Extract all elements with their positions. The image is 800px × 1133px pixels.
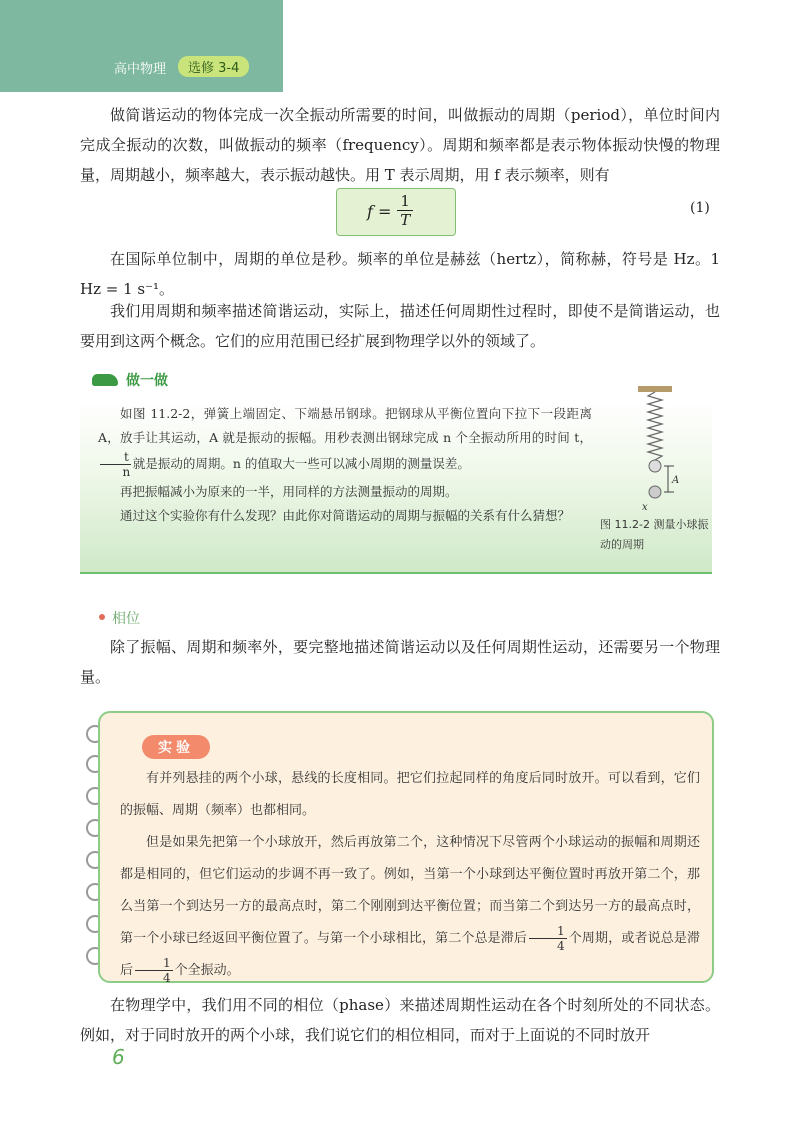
activity-line-1b: 就是振动的周期。n 的值取大一些可以减小周期的测量误差。 bbox=[132, 456, 470, 471]
experiment-box bbox=[98, 711, 714, 983]
formula-fraction bbox=[397, 193, 413, 229]
paragraph-phase-intro: 除了振幅、周期和频率外，要完整地描述简谐运动以及任何周期性运动，还需要另一个物理量。 bbox=[80, 638, 720, 686]
frac2-num: 1 bbox=[135, 956, 173, 971]
ball-displaced bbox=[649, 486, 661, 498]
experiment-badge: 实验 bbox=[142, 735, 210, 759]
paragraph-phase-definition: 在物理学中，我们用不同的相位（phase）来描述周期性运动在各个时刻所处的不同状态。例如，对于同时放开的两个小球，我们说它们的相位相同，而对于上面说的不同时放开 bbox=[80, 996, 720, 1044]
experiment-text-2c: 个全振动。 bbox=[174, 963, 240, 978]
book-title: 高中物理 bbox=[114, 62, 167, 77]
activity-title bbox=[92, 370, 168, 390]
experiment-text-2b: 个周期，或者说总是滞后 bbox=[120, 931, 700, 978]
frac1-den: 4 bbox=[557, 939, 565, 953]
frac2-den: 4 bbox=[163, 971, 171, 985]
paragraph-period-frequency: 做简谐运动的物体完成一次全振动所需要的时间，叫做振动的周期（period），单位时间内完成全振动的次数，叫做振动的频率（frequency）。周期和频率都是表示物体振动快慢的物理量，周期越小，频率越大，表示振动越快。用 T 表示周期，用 f 表示频率，则有 bbox=[80, 106, 720, 184]
formula bbox=[367, 193, 413, 229]
shoe-icon bbox=[92, 374, 118, 386]
activity-fraction bbox=[100, 450, 131, 479]
experiment-text-2: 但是如果先把第一个小球放开，然后再放第二个，这种情况下尽管两个小球运动的振幅和周期还都是相同的，但它们运动的步调不再一致了。例如，当第一个小球到达平衡位置时再放开第二个，那么当第一个到达另一方的最高点时，第二个刚刚到达平衡位置；而当第二个到达另一方的最高点时，第一个小球已经返回平衡位置了。与第一个小球相比，第二个总是滞后 bbox=[120, 835, 700, 946]
figure-caption: 图 11.2-2 测量小球振动的周期 bbox=[600, 518, 709, 551]
equation-number: (1) bbox=[690, 200, 710, 216]
bullet-dot bbox=[99, 614, 105, 620]
activity-frac-num: t bbox=[100, 450, 131, 465]
formula-box bbox=[336, 188, 456, 236]
activity-line-1: 如图 11.2-2，弹簧上端固定、下端悬吊钢球。把钢球从平衡位置向下拉下一段距离 A，放手让其运动，A 就是振动的振幅。用秒表测出钢球完成 n 个全振动所用的时间 t， bbox=[98, 406, 592, 445]
spring-coil bbox=[648, 392, 662, 460]
spring-mount bbox=[638, 386, 672, 392]
paragraph-units: 在国际单位制中，周期的单位是秒。频率的单位是赫兹（hertz），简称赫，符号是 Hz。1 Hz = 1 s⁻¹。 bbox=[80, 250, 720, 298]
paragraph-usage: 我们用周期和频率描述简谐运动，实际上，描述任何周期性过程时，即使不是简谐运动，也要用到这两个概念。它们的应用范围已经扩展到物理学以外的领域了。 bbox=[80, 302, 720, 350]
activity-frac-den: n bbox=[122, 465, 131, 479]
activity-box bbox=[80, 360, 712, 574]
page-number: 6 bbox=[112, 1045, 125, 1069]
experiment-paragraph-2 bbox=[120, 827, 700, 987]
axis-label-x: x bbox=[642, 502, 648, 513]
formula-denominator: T bbox=[400, 211, 411, 229]
activity-text-3: 通过这个实验你有什么发现？由此你对简谐运动的周期与振幅的关系有什么猜想？ bbox=[120, 508, 571, 523]
volume-badge: 选修 3-4 bbox=[178, 56, 249, 77]
frac1-num: 1 bbox=[529, 924, 567, 939]
formula-lhs: f = bbox=[367, 201, 392, 221]
spring-figure bbox=[628, 384, 708, 514]
experiment-fraction-1 bbox=[529, 924, 567, 953]
experiment-paragraph-1: 有并列悬挂的两个小球，悬线的长度相同。把它们拉起同样的角度后同时放开。可以看到，它们的振幅、周期（频率）也都相同。 bbox=[120, 771, 700, 818]
activity-text-1 bbox=[98, 402, 592, 479]
formula-numerator: 1 bbox=[397, 193, 413, 211]
activity-text-2: 再把振幅减小为原来的一半，用同样的方法测量振动的周期。 bbox=[120, 484, 458, 499]
section-heading-phase: 相位 bbox=[112, 611, 140, 627]
amplitude-label: A bbox=[672, 475, 680, 486]
experiment-fraction-2 bbox=[135, 956, 173, 985]
header-bar bbox=[0, 0, 283, 92]
activity-title-text: 做一做 bbox=[126, 373, 168, 389]
ball-equilibrium bbox=[649, 460, 661, 472]
